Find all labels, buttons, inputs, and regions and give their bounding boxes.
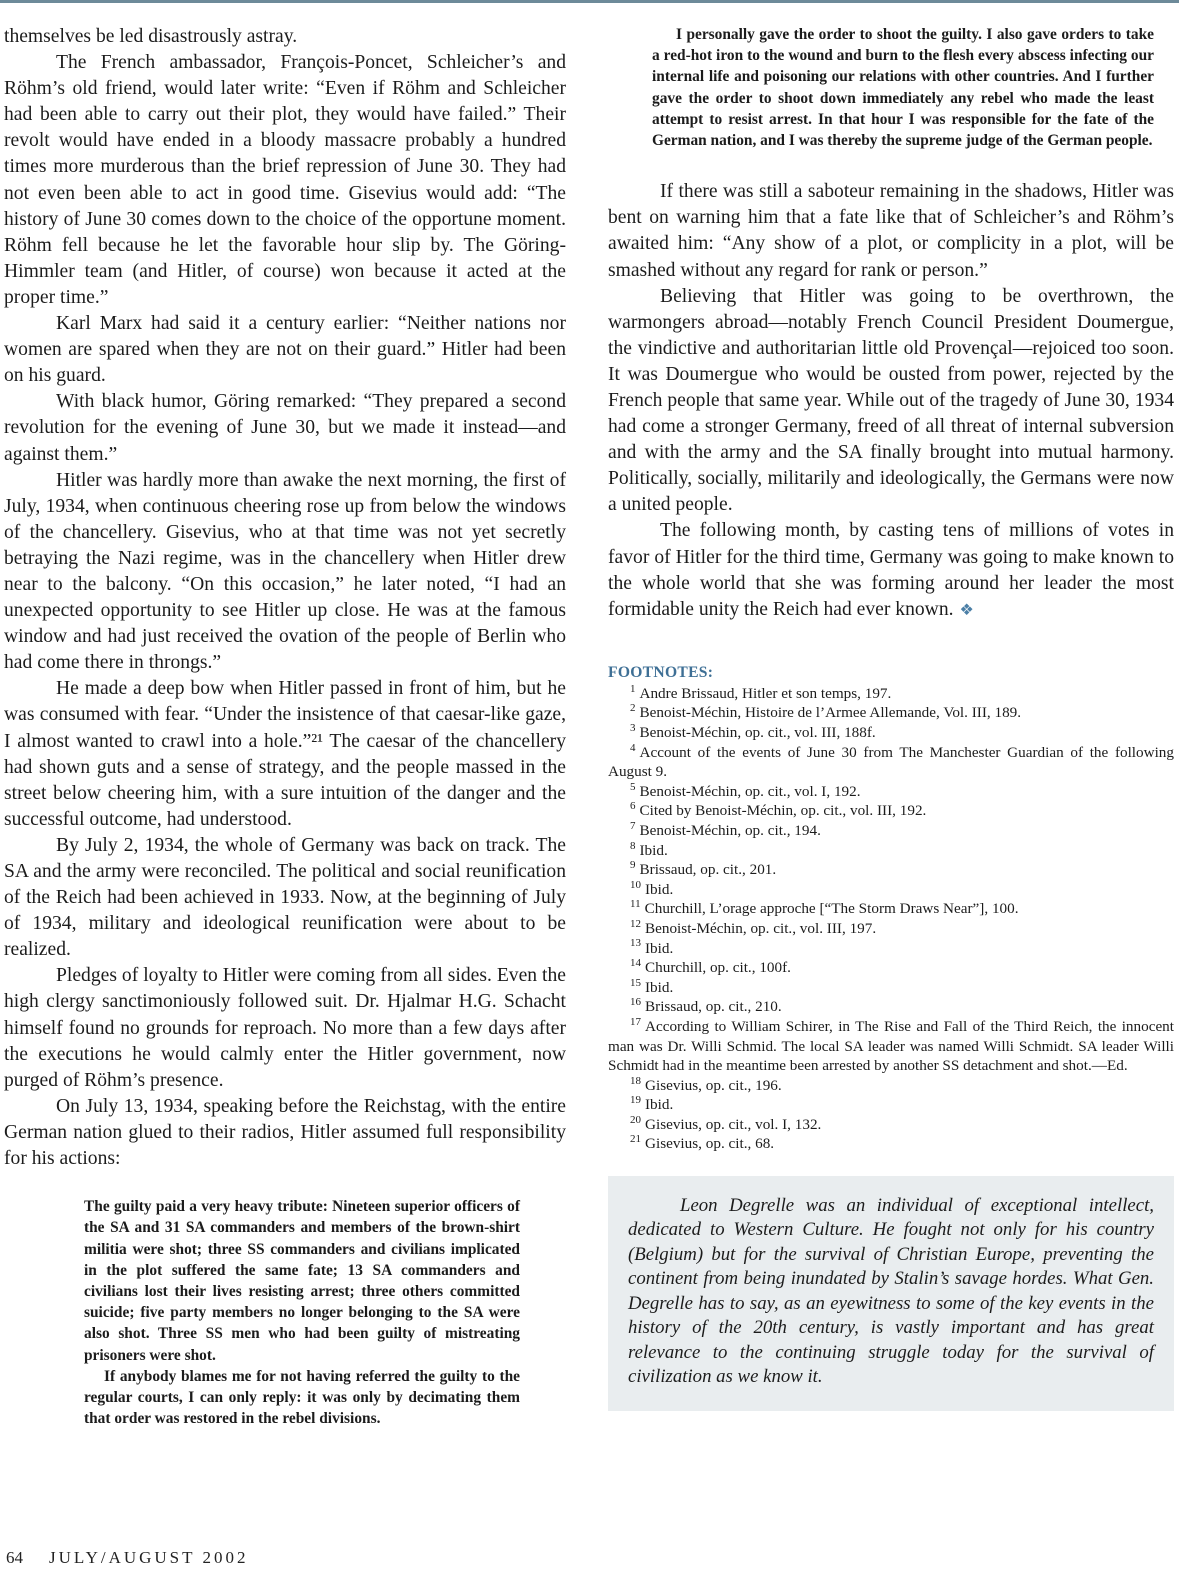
footnote-item (608, 801, 1174, 821)
footnote-item (608, 978, 1174, 998)
paragraph-text: The following month, by casting tens of millions of votes in favor of Hitler for the third time, Germany was going to make known to the whole world that she was forming around her leader the most formidable unity the Reich had ever known. (608, 520, 1174, 620)
footnote-text: Ibid. (645, 880, 674, 898)
footnote-text: Account of the events of June 30 from The Manchester Guardian of the following August 9. (608, 743, 1174, 781)
page-number: 64 (6, 1548, 23, 1567)
footnote-number: 13 (630, 937, 641, 950)
footnote-text: Benoist-Méchin, op. cit., vol. I, 192. (639, 782, 861, 800)
footnote-item (608, 841, 1174, 861)
left-column (4, 24, 566, 1429)
footnote-number: 5 (630, 780, 636, 793)
footnote-number: 20 (630, 1113, 641, 1126)
paragraph: Believing that Hitler was going to be overthrown, the warmongers abroad—notably French Council President Doumergue, the vindictive and authoritarian little old Provençal—rejoiced too soon. It was Doumergue who would be ousted from power, rejected by the French people that same year. While out of the tragedy of June 30, 1934 had come a stronger Germany, freed of all threat of internal subversion and with the army and the SA finally brought into mutual harmony. Politically, socially, militarily and ideologically, the Germans were now a united people. (608, 285, 1174, 516)
footnote-text: According to William Schirer, in The Rise and Fall of the Third Reich, the innocent man was Dr. Willi Schmid. The local SA leader was named Willi Schmidt. SA leader Willi Schmidt had in the meantime been arrested by another SS detachment and shot.—Ed. (608, 1017, 1174, 1075)
footnote-number: 6 (630, 800, 636, 813)
footnote-text: Brissaud, op. cit., 210. (645, 998, 782, 1016)
footnote-text: Gisevius, op. cit., 196. (645, 1076, 782, 1094)
paragraph: Hitler was hardly more than awake the next morning, the first of July, 1934, when continuous cheering rose up from below the windows of the chancellery. Gisevius, who at that time was not yet secretly betraying the Nazi regime, was in the chancellery when Hitler drew near to the balcony. “On this occasion,” he later noted, “I had an unexpected opportunity to see Hitler up close. He was at the famous window and had just received the ovation of the people of Berlin who had come there in throngs.” (4, 469, 566, 674)
footnote-number: 12 (630, 917, 641, 930)
footnote-number: 18 (630, 1074, 641, 1087)
footnotes-heading: FOOTNOTES: (608, 663, 714, 681)
footnote-text: Ibid. (645, 1096, 674, 1114)
paragraph: If there was still a saboteur remaining in the shadows, Hitler was bent on warning him that a fate like that of Schleicher’s and Röhm’s awaited him: “Any show of a plot, or complicity in a plot, will be smashed without any regard for rank or person.” (608, 181, 1174, 281)
top-rule (0, 0, 1179, 3)
paragraph: themselves be led disastrously astray. (4, 26, 298, 47)
footnote-number: 3 (630, 721, 636, 734)
issue-date: JULY/AUGUST 2002 (49, 1548, 249, 1567)
footnote-number: 14 (630, 957, 641, 970)
footnote-number: 19 (630, 1094, 641, 1107)
paragraph: Karl Marx had said it a century earlier: “Neither nations nor women are spared when they are not on their guard.” Hitler had been on his guard. (4, 313, 566, 387)
footnote-text: Cited by Benoist-Méchin, op. cit., vol. III, 192. (639, 802, 927, 820)
author-bio-box: Leon Degrelle was an individual of exceptional intellect, dedicated to Western Culture. He fought not only for his country (Belgium) but for the survival of Christian Europe, preventing the continent from being inundated by Stalin’s savage hordes. What Gen. Degrelle has to say, as an eyewitness to some of the key events in the history of the 20th century, is vastly important and has great relevance to the continuing struggle today for the survival of civilization as we know it. (608, 1176, 1174, 1411)
footnote-item (608, 880, 1174, 900)
footnote-text: Benoist-Méchin, Histoire de l’Armee Allemande, Vol. III, 189. (639, 704, 1022, 722)
paragraph: The French ambassador, François-Poncet, Schleicher’s and Röhm’s old friend, would later write: “Even if Röhm and Schleicher had been able to carry out their plot, they would have failed.” Their revolt would have ended in a bloody massacre probably a hundred times more murderous than the brief repression of June 30. They had not even been able to act in good time. Gisevius would add: “The history of June 30 comes down to the choice of the opportune moment. Röhm fell because he let the favorable hour slip by. The Göring-Himmler team (and Hitler, of course) won because it acted at the proper time.” (4, 52, 566, 308)
footnote-number: 7 (630, 819, 636, 832)
footnote-text: Benoist-Méchin, op. cit., vol. III, 188f. (639, 724, 876, 741)
footnote-item (608, 723, 1174, 743)
footnote-item (608, 860, 1174, 880)
footnote-item (608, 1076, 1174, 1096)
block-quote-right: I personally gave the order to shoot the guilty. I also gave orders to take a red-hot iron to the wound and burn to the flesh every abscess infecting our internal life and poisoning our relations with other countries. And I further gave the order to shoot down immediately any rebel who made the least attempt to resist arrest. In that hour I was responsible for the fate of the German nation, and I was thereby the supreme judge of the German people. (652, 26, 1154, 150)
block-quote-left (84, 1196, 520, 1429)
footnote-item (608, 1115, 1174, 1135)
footnote-text: Churchill, op. cit., 100f. (645, 959, 791, 977)
footnote-number: 9 (630, 859, 636, 872)
right-column (608, 24, 1174, 1411)
footnote-number: 17 (630, 1015, 641, 1028)
footnote-text: Ibid. (645, 978, 674, 996)
end-mark-icon: ❖ (959, 601, 974, 619)
footnote-number: 1 (630, 682, 636, 695)
footnote-text: Gisevius, op. cit., vol. I, 132. (645, 1115, 822, 1133)
paragraph: On July 13, 1934, speaking before the Reichstag, with the entire German nation glued to their radios, Hitler assumed full responsibility for his actions: (4, 1095, 566, 1170)
paragraph: Pledges of loyalty to Hitler were coming from all sides. Even the high clergy sanctimoniously followed suit. Dr. Hjalmar H.G. Schacht himself found no grounds for reproach. No more than a few days after the executions he would calmly enter the Hitler government, now purged of Röhm’s presence. (4, 965, 566, 1091)
footnote-item (608, 684, 1174, 704)
footnote-text: Ibid. (639, 841, 668, 859)
footnote-text: Churchill, L’orage approche [“The Storm Draws Near”], 100. (644, 900, 1019, 918)
paragraph-last (608, 518, 1174, 623)
footnote-text: Benoist-Méchin, op. cit., 194. (639, 821, 821, 839)
footnote-item (608, 939, 1174, 959)
footnotes-list (608, 684, 1174, 1154)
footnote-item (608, 1095, 1174, 1115)
paragraph: He made a deep bow when Hitler passed in front of him, but he was consumed with fear. “Under the insistence of that caesar-like gaze, I almost wanted to crawl into a hole.”²¹ The caesar of the chancellery had shown guts and a sense of strategy, and the people massed in the street below cheering him, with a sure intuition of the danger and the successful outcome, had understood. (4, 678, 566, 830)
footnote-number: 16 (630, 996, 641, 1009)
footnote-item (608, 743, 1174, 782)
footnote-item (608, 997, 1174, 1017)
page-footer (6, 1548, 248, 1568)
footnote-item (608, 1134, 1174, 1154)
quote-paragraph: If anybody blames me for not having referred the guilty to the regular courts, I can only reply: it was only by decimating them that order was restored in the rebel divisions. (84, 1367, 520, 1428)
footnote-number: 21 (630, 1133, 641, 1146)
footnote-number: 15 (630, 976, 641, 989)
footnote-item (608, 1017, 1174, 1076)
footnote-text: Gisevius, op. cit., 68. (645, 1135, 775, 1153)
footnote-number: 11 (630, 898, 641, 911)
footnote-item (608, 919, 1174, 939)
footnote-text: Andre Brissaud, Hitler et son temps, 197. (639, 684, 892, 702)
paragraph: By July 2, 1934, the whole of Germany was back on track. The SA and the army were reconciled. The political and social reunification of the Reich had been achieved in 1933. Now, at the beginning of July of 1934, military and ideological reunification were about to be realized. (4, 834, 566, 961)
footnote-item (608, 958, 1174, 978)
footnote-item (608, 821, 1174, 841)
footnote-number: 2 (630, 702, 636, 715)
footnote-text: Benoist-Méchin, op. cit., vol. III, 197. (645, 919, 877, 937)
footnote-text: Ibid. (645, 939, 674, 957)
footnote-number: 8 (630, 839, 636, 852)
footnote-text: Brissaud, op. cit., 201. (639, 861, 777, 879)
right-body (608, 179, 1174, 624)
footnote-number: 10 (630, 878, 641, 891)
footnote-number: 4 (630, 741, 636, 754)
footnote-item (608, 899, 1174, 919)
quote-paragraph: The guilty paid a very heavy tribute: Nineteen superior officers of the SA and 31 SA commanders and members of the brown-shirt militia were shot; three SS commanders and civilians implicated in the plot suffered the same fate; 13 SA commanders and civilians lost their lives resisting arrest; three others committed suicide; five party members no longer belonging to the SA were also shot. Three SS men who had been guilty of mistreating prisoners were shot. (84, 1198, 520, 1364)
footnote-item (608, 703, 1174, 723)
paragraph: With black humor, Göring remarked: “They prepared a second revolution for the evening of June 30, but we made it instead—and against them.” (4, 391, 566, 465)
footnote-item (608, 782, 1174, 802)
